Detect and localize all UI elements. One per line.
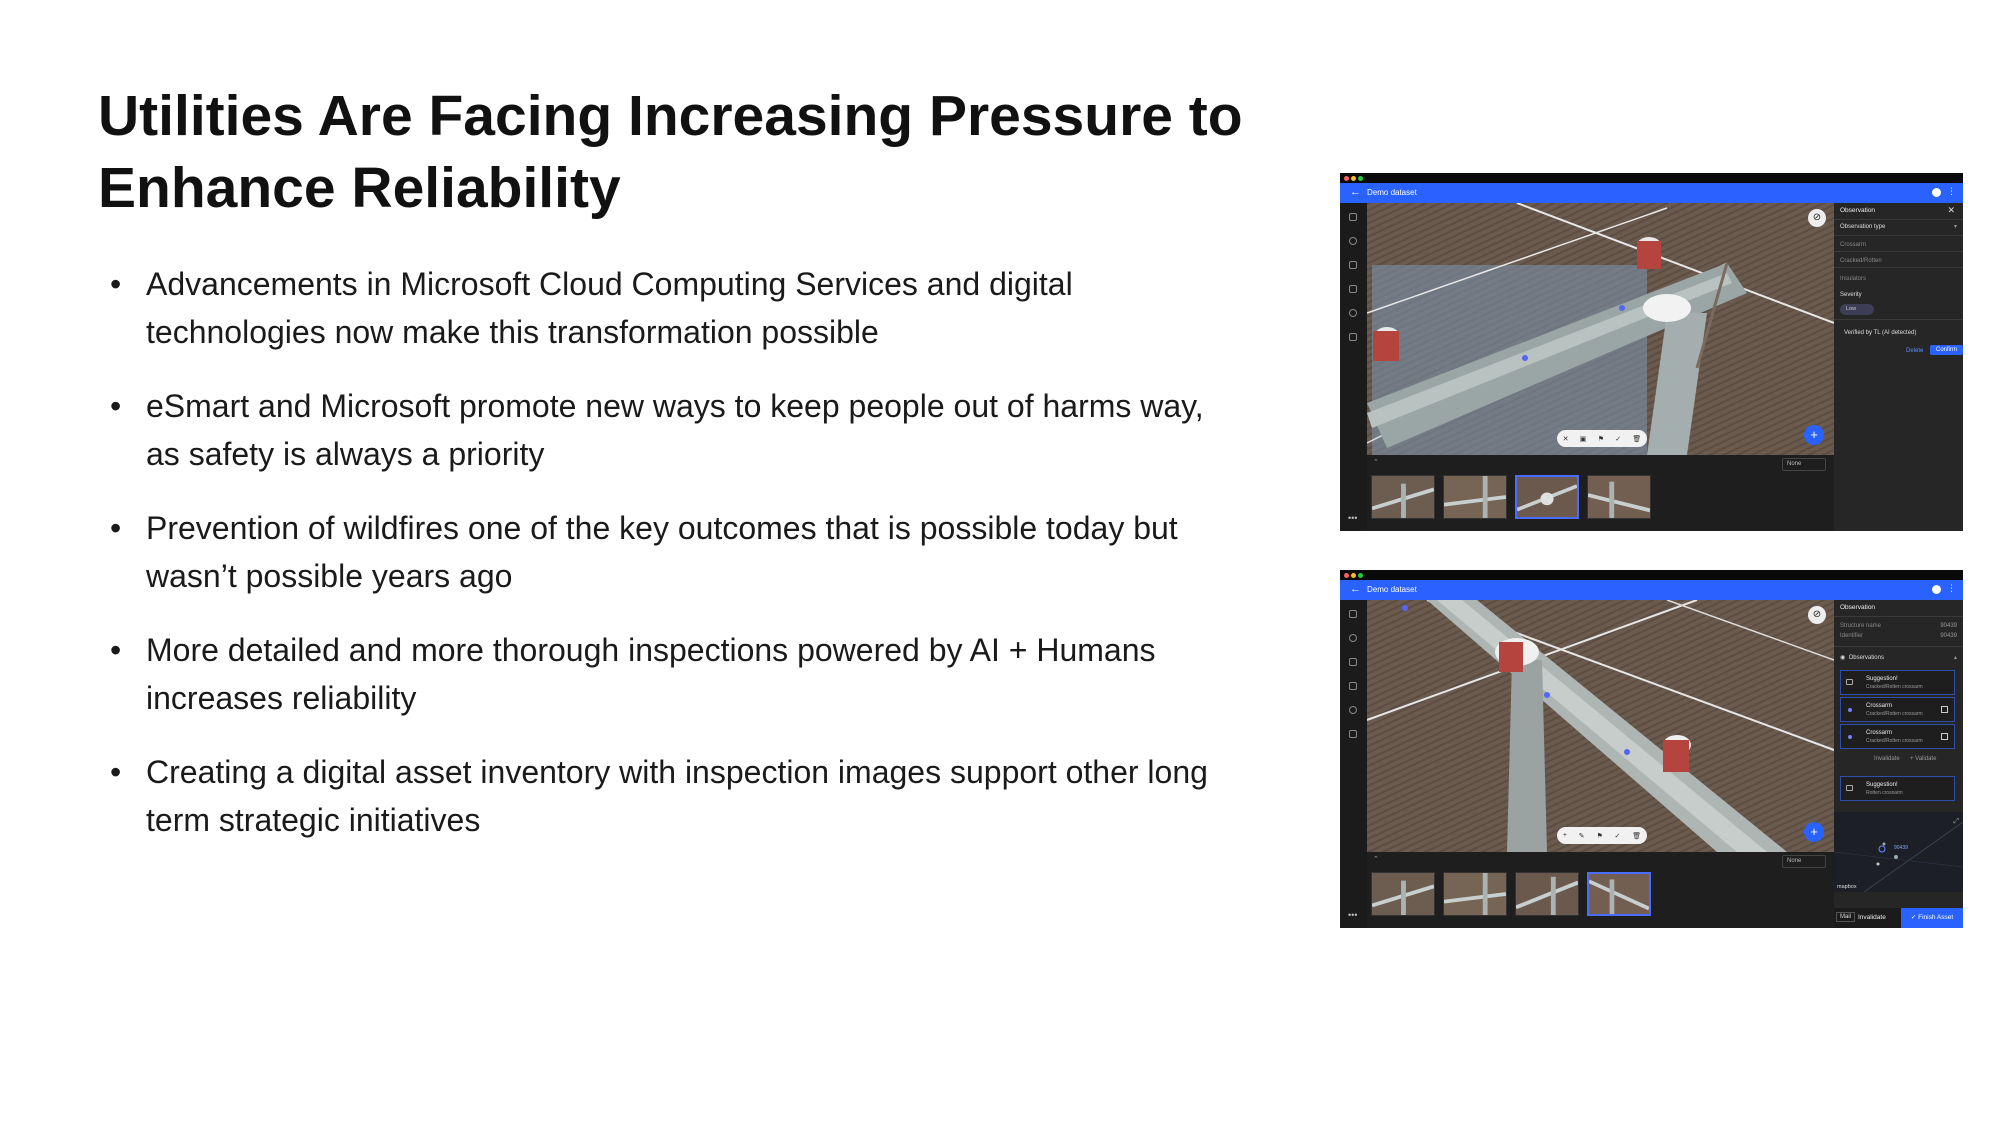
annotation-toolbar [1557, 430, 1647, 447]
panel-title: Observation [1840, 207, 1876, 214]
crossarm-field[interactable]: Crossarm [1840, 242, 1867, 248]
eye-icon: ◉ [1840, 655, 1846, 661]
card-subtitle: Cracked/Rotten crossarm [1866, 738, 1923, 744]
severity-label: Severity [1840, 292, 1862, 298]
severity-chip[interactable]: Low [1840, 304, 1874, 315]
expand-icon[interactable]: ⌃ [1373, 856, 1379, 863]
observation-type-label: Observation type [1840, 224, 1886, 230]
card-title: Suggestion! [1866, 676, 1898, 682]
maximize-window-icon[interactable] [1358, 573, 1363, 578]
app-header [1340, 183, 1963, 203]
map-canvas [1834, 812, 1963, 892]
expand-icon[interactable]: ⌃ [1373, 459, 1379, 466]
cancel-icon[interactable]: ✕ [1562, 435, 1569, 443]
signal-icon[interactable] [1349, 658, 1357, 666]
thumbnail-selected[interactable] [1587, 872, 1651, 916]
app-screenshot-asset-review [1340, 570, 1963, 928]
app-header [1340, 580, 1963, 600]
close-icon[interactable]: ✕ [1947, 205, 1955, 215]
add-observation-button[interactable]: + [1804, 425, 1824, 445]
thumbnail[interactable] [1371, 475, 1435, 519]
card-subtitle: Rotten crossarm [1866, 790, 1903, 796]
annotation-toolbar [1557, 827, 1647, 844]
dataset-title: Demo dataset [1367, 585, 1417, 594]
observation-type-select[interactable] [1840, 221, 1957, 233]
condition-field[interactable]: Cracked/Rotten [1840, 258, 1882, 264]
more-horiz-icon[interactable]: ••• [1348, 910, 1358, 920]
card-title: Suggestion! [1866, 782, 1898, 788]
more-vert-icon[interactable]: ⋮ [1947, 186, 1956, 196]
bullet-dot: • [110, 632, 122, 668]
observation-card-suggestion[interactable] [1840, 776, 1955, 801]
bullet-item [104, 748, 1224, 844]
nav-rail [1340, 203, 1367, 531]
checkbox[interactable] [1941, 733, 1948, 740]
structure-name-value: 90439 [1940, 623, 1957, 629]
invalidate-link[interactable]: Invalidate [1874, 756, 1900, 762]
panel-footer [1834, 908, 1963, 928]
compass-icon[interactable]: ⊘ [1808, 606, 1826, 624]
confirm-button[interactable]: Confirm [1930, 345, 1963, 355]
validate-link[interactable]: + Validate [1910, 756, 1937, 762]
check-icon[interactable]: ✓ [1615, 435, 1622, 443]
delete-icon[interactable]: 🗑 [1632, 435, 1642, 443]
observations-header[interactable] [1840, 652, 1957, 664]
more-vert-icon[interactable]: ⋮ [1947, 583, 1956, 593]
bullet-text: Creating a digital asset inventory with inspection images support other long term strategic initiatives [146, 754, 1208, 838]
identifier-row [1840, 630, 1957, 642]
chevron-up-icon: ▴ [1953, 655, 1957, 661]
observation-card-suggestion[interactable] [1840, 670, 1955, 695]
check-icon[interactable]: ✓ [1614, 832, 1621, 840]
delete-icon[interactable]: 🗑 [1632, 832, 1642, 840]
bullet-dot: • [110, 754, 122, 790]
bullet-list [104, 260, 1224, 870]
chart-icon[interactable] [1349, 285, 1357, 293]
pole-aerial-image [1367, 600, 1834, 852]
observations-label: Observations [1848, 655, 1884, 661]
marker-dot-icon [1848, 735, 1852, 739]
asset-map[interactable] [1834, 812, 1963, 892]
card-subtitle: Cracked/Rotten crossarm [1866, 711, 1923, 717]
bullet-item [104, 382, 1224, 478]
target-icon[interactable] [1349, 237, 1357, 245]
dataset-title: Demo dataset [1367, 188, 1417, 197]
edit-icon[interactable]: ✎ [1578, 832, 1585, 840]
image-icon[interactable] [1349, 333, 1357, 341]
card-title: Crossarm [1866, 703, 1893, 709]
delete-button[interactable]: Delete [1906, 348, 1924, 354]
close-window-icon[interactable] [1344, 176, 1349, 181]
image-viewer[interactable] [1367, 203, 1834, 455]
save-icon[interactable]: ▣ [1579, 435, 1587, 443]
back-arrow-icon[interactable]: ← [1350, 186, 1361, 198]
maximize-window-icon[interactable] [1358, 176, 1363, 181]
eye-icon[interactable] [1349, 309, 1357, 317]
add-observation-button[interactable]: + [1804, 822, 1824, 842]
target-icon[interactable] [1349, 634, 1357, 642]
image-icon [1846, 785, 1853, 791]
window-titlebar [1340, 570, 1963, 580]
mapbox-logo: mapbox [1837, 884, 1857, 890]
account-icon[interactable] [1932, 188, 1941, 197]
image-icon[interactable] [1349, 730, 1357, 738]
thumbnail[interactable] [1443, 872, 1507, 916]
observation-card[interactable] [1840, 697, 1955, 722]
bullet-dot: • [110, 388, 122, 424]
thumbnail-selected[interactable] [1515, 475, 1579, 519]
pole-aerial-image [1367, 203, 1834, 455]
structure-name-label: Structure name [1840, 623, 1882, 629]
verified-text: Verified by TL (AI detected) [1844, 330, 1917, 336]
compass-icon[interactable]: ⊘ [1808, 209, 1826, 227]
identifier-value: 90439 [1940, 633, 1957, 639]
bullet-item [104, 260, 1224, 356]
bullet-dot: • [110, 266, 122, 302]
window-titlebar [1340, 173, 1963, 183]
filter-select[interactable]: None [1782, 458, 1826, 471]
image-icon [1846, 679, 1853, 685]
marker-dot-icon [1848, 708, 1852, 712]
checkbox[interactable] [1941, 706, 1948, 713]
insulators-field[interactable]: Insulators [1840, 276, 1867, 282]
flag-icon[interactable]: ⚑ [1597, 435, 1604, 443]
map-marker-label: 90439 [1894, 845, 1908, 851]
thumbnail[interactable] [1371, 872, 1435, 916]
minimize-window-icon[interactable] [1351, 573, 1356, 578]
identifier-label: Identifier [1840, 633, 1864, 639]
thumbnail[interactable] [1587, 475, 1651, 519]
observation-panel [1834, 203, 1963, 531]
app-screenshot-observation-edit [1340, 173, 1963, 531]
slide-title: Utilities Are Facing Increasing Pressure to Enhance Reliability [98, 84, 1243, 220]
minimize-window-icon[interactable] [1351, 176, 1356, 181]
add-icon[interactable]: + [1562, 832, 1567, 839]
finish-asset-button[interactable]: ✓ Finish Asset [1901, 908, 1963, 928]
card-subtitle: Cracked/Rotten crossarm [1866, 684, 1923, 690]
thumbnail-strip [1367, 455, 1834, 531]
invalidate-button[interactable]: Invalidate [1858, 914, 1886, 921]
observation-card[interactable] [1840, 724, 1955, 749]
back-arrow-icon[interactable]: ← [1350, 583, 1361, 595]
eye-icon[interactable] [1349, 706, 1357, 714]
bullet-text: eSmart and Microsoft promote new ways to keep people out of harms way, as safety is always a priority [146, 388, 1204, 472]
bullet-text: More detailed and more thorough inspections powered by AI + Humans increases reliability [146, 632, 1156, 716]
signal-icon[interactable] [1349, 261, 1357, 269]
bullet-text: Prevention of wildfires one of the key outcomes that is possible today but wasn’t possible years ago [146, 510, 1178, 594]
more-horiz-icon[interactable]: ••• [1348, 513, 1358, 523]
panel-title: Observation [1840, 604, 1876, 611]
grid-icon[interactable] [1349, 213, 1357, 221]
card-title: Crossarm [1866, 730, 1893, 736]
bullet-text: Advancements in Microsoft Cloud Computing Services and digital technologies now make this transformation possible [146, 266, 1073, 350]
nav-rail [1340, 600, 1367, 928]
image-viewer[interactable] [1367, 600, 1834, 852]
filter-select[interactable]: None [1782, 855, 1826, 868]
chart-icon[interactable] [1349, 682, 1357, 690]
expand-map-icon[interactable]: ⤢ [1953, 818, 1959, 825]
chevron-down-icon: ▾ [1953, 224, 1957, 230]
flag-icon[interactable]: ⚑ [1596, 832, 1603, 840]
account-icon[interactable] [1932, 585, 1941, 594]
bullet-item [104, 504, 1224, 600]
grid-icon[interactable] [1349, 610, 1357, 618]
close-window-icon[interactable] [1344, 573, 1349, 578]
bullet-item [104, 626, 1224, 722]
thumbnail-strip [1367, 852, 1834, 928]
thumbnail[interactable] [1443, 475, 1507, 519]
thumbnail[interactable] [1515, 872, 1579, 916]
mail-button[interactable]: Mail [1836, 912, 1855, 922]
observation-panel [1834, 600, 1963, 928]
bullet-dot: • [110, 510, 122, 546]
